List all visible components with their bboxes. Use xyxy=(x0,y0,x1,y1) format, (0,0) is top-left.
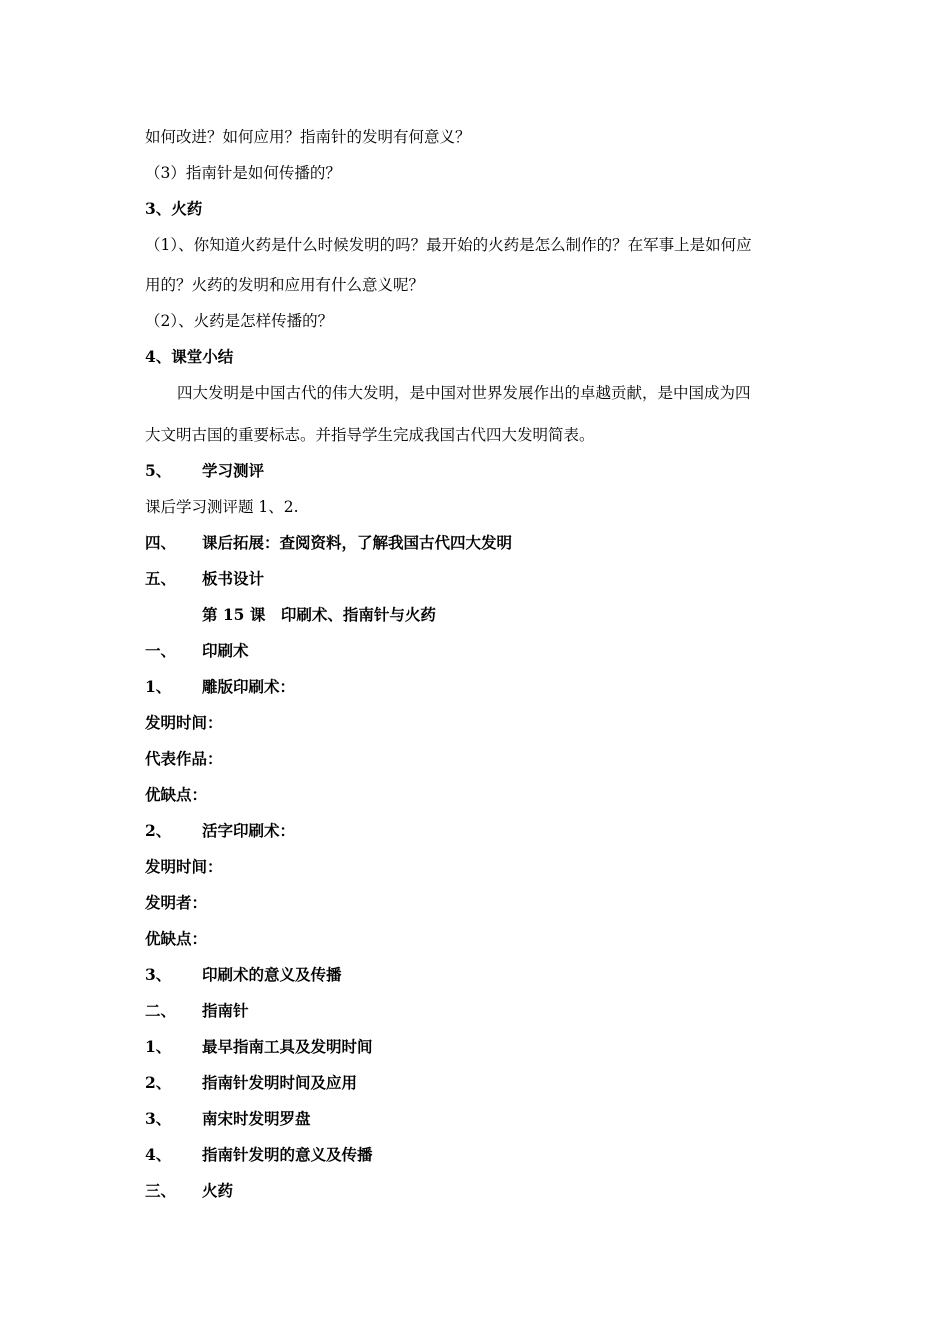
item-text: 活字印刷术： xyxy=(202,821,296,840)
field-label: 发明时间： xyxy=(145,857,223,876)
item-text: 最早指南工具及发明时间 xyxy=(202,1037,373,1056)
item-number: 1、 xyxy=(145,677,172,696)
item-text: 指南针 xyxy=(202,1001,249,1020)
numbered-heading xyxy=(145,533,512,553)
item-number: 4、 xyxy=(145,1145,172,1164)
numbered-heading xyxy=(145,1181,233,1201)
item-number: 四、 xyxy=(145,533,177,552)
item-text: 印刷术的意义及传播 xyxy=(202,965,342,984)
numbered-heading xyxy=(145,1037,373,1057)
section-heading: 3、火药 xyxy=(145,199,203,218)
paragraph-line: 四大发明是中国古代的伟大发明，是中国对世界发展作出的卓越贡献，是中国成为四 xyxy=(177,384,751,402)
item-number: 2、 xyxy=(145,821,172,840)
item-number: 五、 xyxy=(145,569,177,588)
numbered-heading xyxy=(145,461,264,481)
numbered-heading xyxy=(145,821,295,841)
field-label: 优缺点： xyxy=(145,929,208,948)
field-label: 优缺点： xyxy=(145,785,208,804)
item-text: 印刷术 xyxy=(202,641,249,660)
paragraph-line: 大文明古国的重要标志。并指导学生完成我国古代四大发明简表。 xyxy=(145,426,595,444)
item-text: 课后拓展：查阅资料，了解我国古代四大发明 xyxy=(202,533,513,552)
item-number: 5、 xyxy=(145,461,172,480)
item-number: 二、 xyxy=(145,1001,177,1020)
numbered-heading xyxy=(145,677,295,697)
item-text: 指南针发明时间及应用 xyxy=(202,1073,358,1092)
text-line: 课后学习测评题 1、2. xyxy=(145,498,299,516)
board-title: 第 15 课 印刷术、指南针与火药 xyxy=(202,605,436,624)
item-number: 1、 xyxy=(145,1037,172,1056)
item-number: 三、 xyxy=(145,1181,177,1200)
field-label: 代表作品： xyxy=(145,749,223,768)
numbered-heading xyxy=(145,569,264,589)
item-number: 一、 xyxy=(145,641,177,660)
section-heading: 4、课堂小结 xyxy=(145,347,234,366)
numbered-heading xyxy=(145,1001,249,1021)
item-number: 3、 xyxy=(145,1109,172,1128)
numbered-heading xyxy=(145,1073,357,1093)
text-line: （1）、你知道火药是什么时候发明的吗？最开始的火药是怎么制作的？在军事上是如何应 xyxy=(145,236,752,254)
text-line: 如何改进？如何应用？指南针的发明有何意义？ xyxy=(145,128,471,146)
item-text: 板书设计 xyxy=(202,569,265,588)
numbered-heading xyxy=(145,1109,311,1129)
item-text: 火药 xyxy=(202,1181,234,1200)
item-text: 南宋时发明罗盘 xyxy=(202,1109,311,1128)
item-number: 3、 xyxy=(145,965,172,984)
text-line: （2）、火药是怎样传播的？ xyxy=(145,312,334,330)
numbered-heading xyxy=(145,641,249,661)
text-line: 用的？火药的发明和应用有什么意义呢？ xyxy=(145,276,425,294)
field-label: 发明时间： xyxy=(145,713,223,732)
item-text: 指南针发明的意义及传播 xyxy=(202,1145,373,1164)
numbered-heading xyxy=(145,965,342,985)
item-text: 学习测评 xyxy=(202,461,265,480)
item-number: 2、 xyxy=(145,1073,172,1092)
text-line: （3）指南针是如何传播的？ xyxy=(145,164,341,182)
item-text: 雕版印刷术： xyxy=(202,677,296,696)
field-label: 发明者： xyxy=(145,893,208,912)
numbered-heading xyxy=(145,1145,373,1165)
